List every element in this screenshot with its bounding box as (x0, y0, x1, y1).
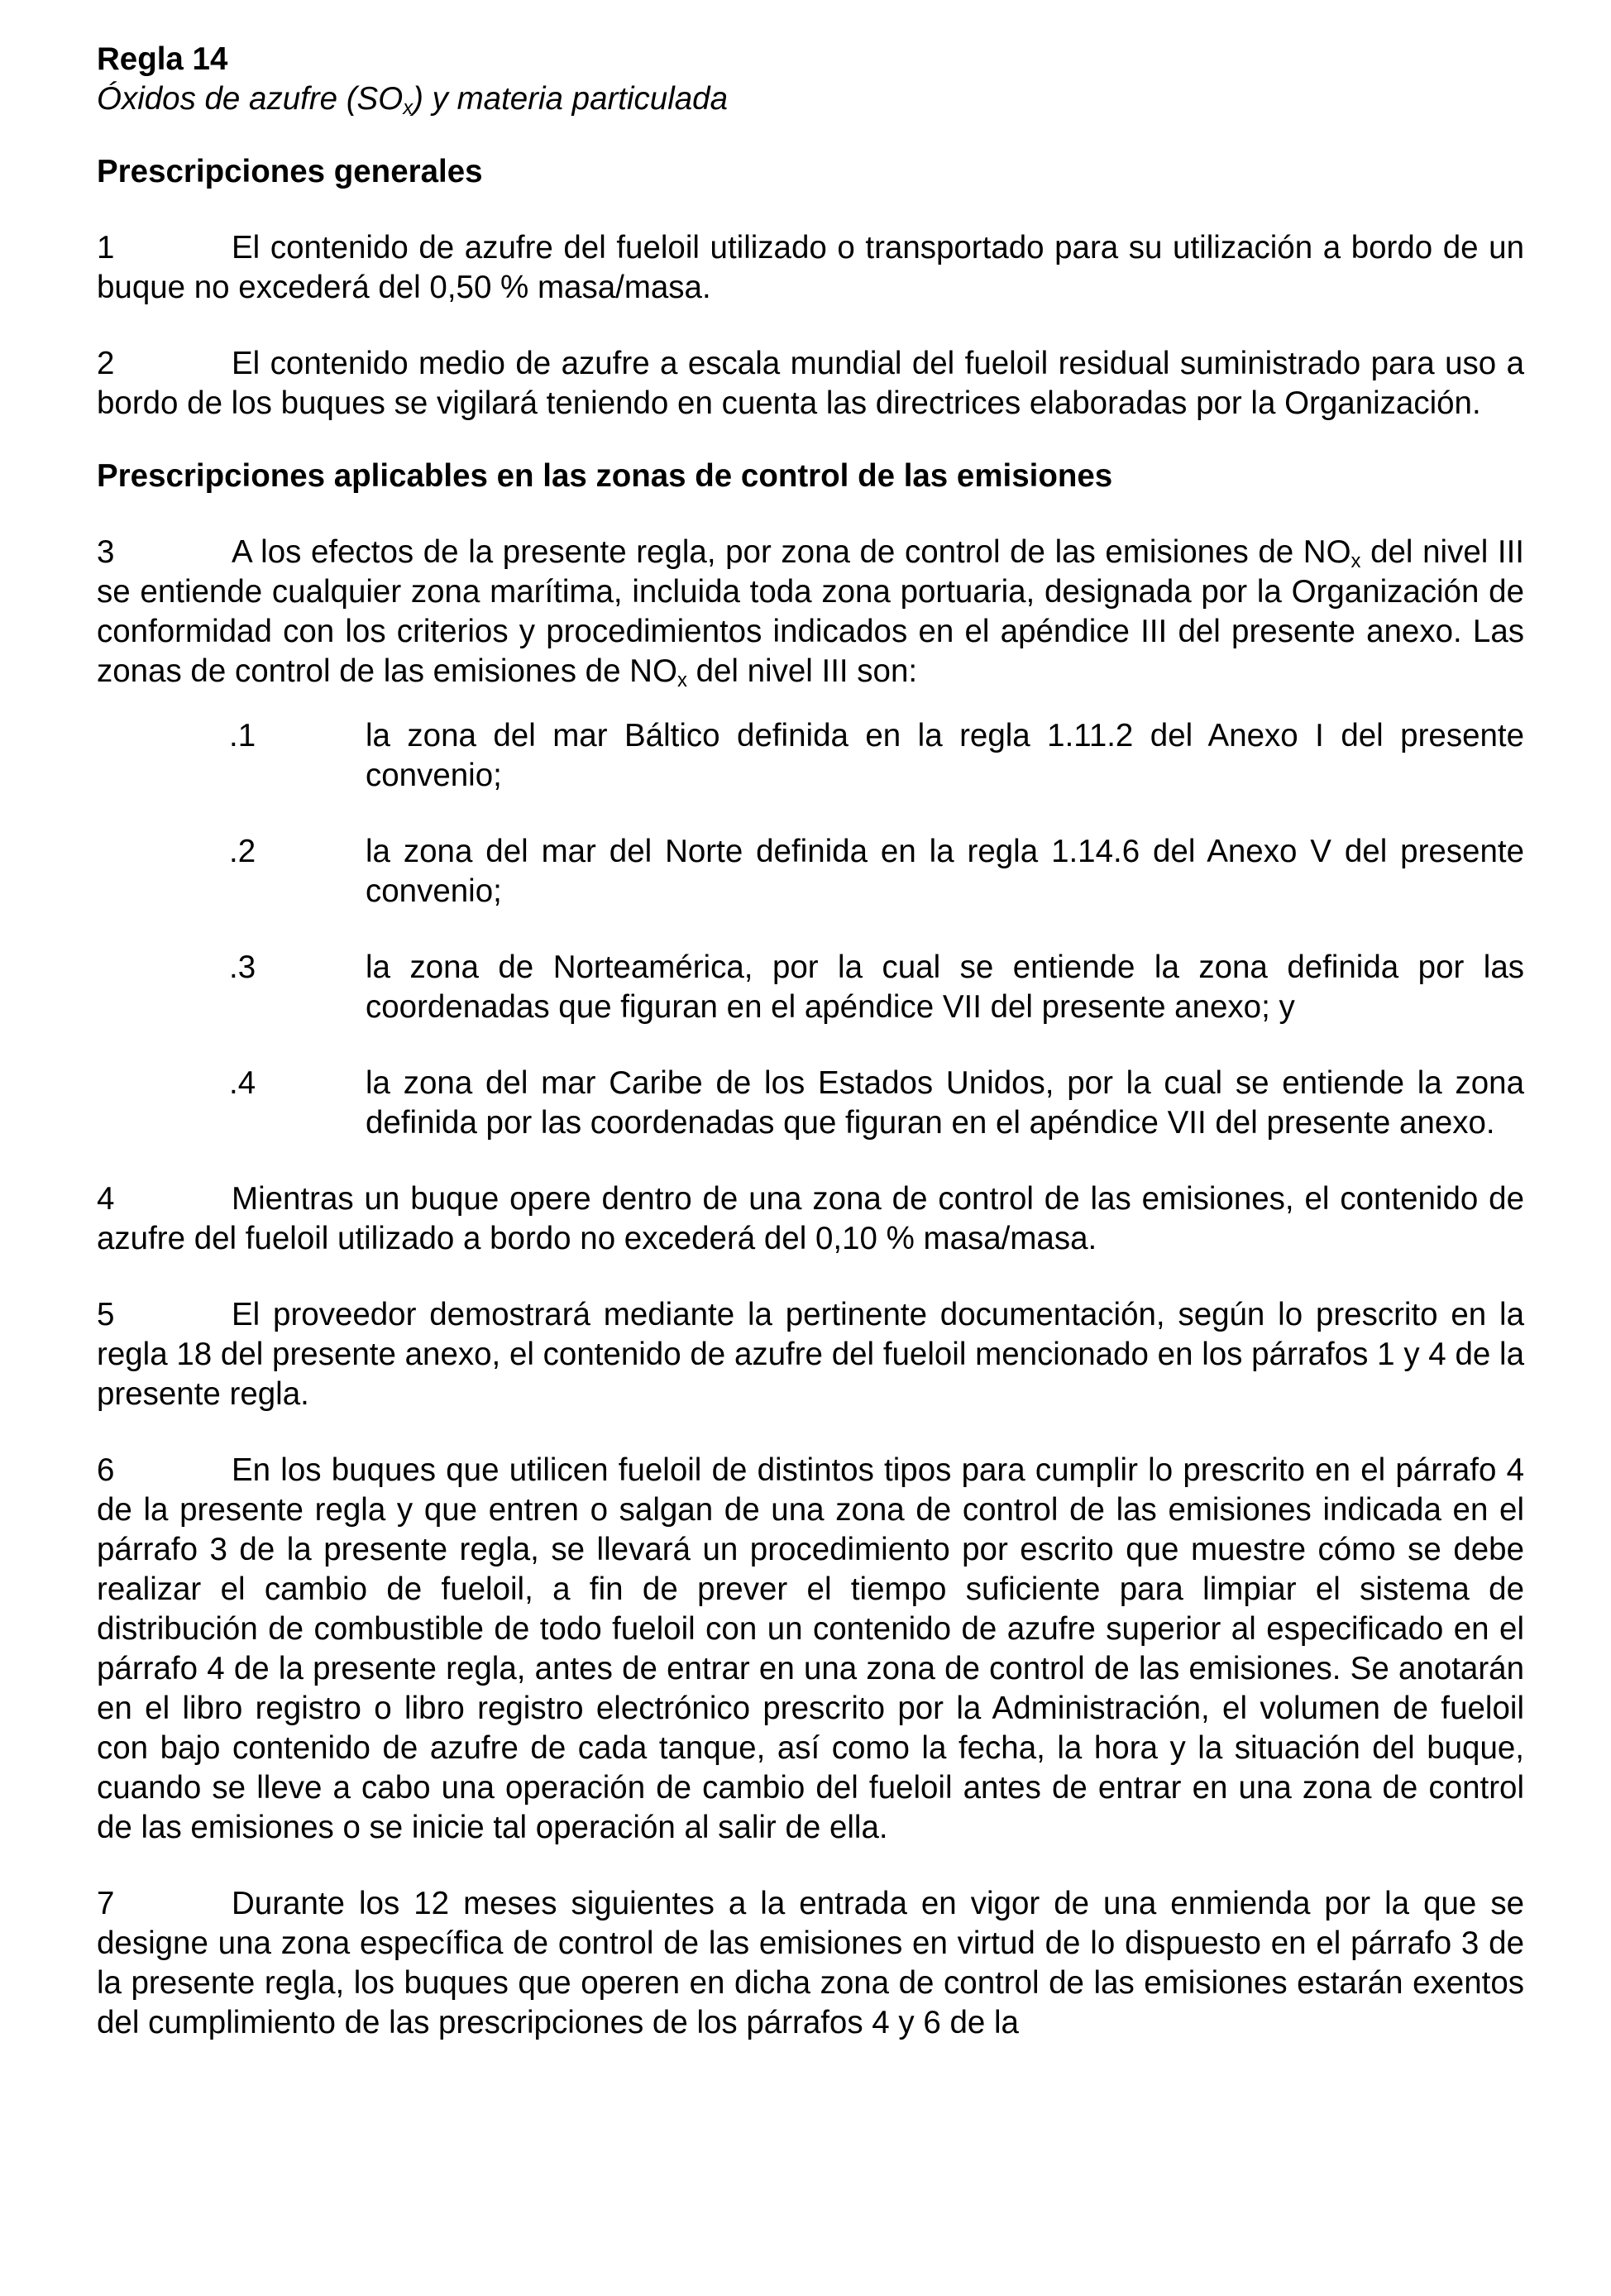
paragraph-text-part: A los efectos de la presente regla, por zona de control de las emisiones de NO (232, 534, 1351, 570)
paragraph-3 (97, 533, 1524, 691)
subitem-label: .4 (229, 1065, 256, 1101)
paragraph-text: El contenido de azufre del fueloil utilizado o transportado para su utilización a bordo de un buque no excederá del 0,50 % masa/masa. (97, 230, 1524, 305)
subitem-3 (97, 948, 1524, 1027)
subitem-2 (97, 832, 1524, 911)
section-heading-emission-control: Prescripciones aplicables en las zonas de control de las emisiones (97, 458, 1113, 494)
section-heading-general: Prescripciones generales (97, 154, 483, 189)
subtitle-text-end: ) y materia particulada (413, 81, 729, 117)
paragraph-7 (97, 1884, 1524, 2043)
regulation-title: Regla 14 (97, 41, 228, 77)
paragraph-number: 7 (97, 1886, 115, 1921)
paragraph-number: 3 (97, 534, 115, 570)
subitem-1 (97, 716, 1524, 796)
paragraph-1 (97, 228, 1524, 308)
paragraph-text: En los buques que utilicen fueloil de distintos tipos para cumplir lo prescrito en el párrafo 4 de la presente regla y que entren o salgan de una zona de control de las emisiones indicada en el párrafo 3 de la presente regla, se llevará un procedimiento por escrito que muestre cómo se debe realizar el cambio de fueloil, a fin de prever el tiempo suficiente para limpiar el sistema de distribución de combustible de todo fueloil con un contenido de azufre superior al especificado en el párrafo 4 de la presente regla, antes de entrar en una zona de control de las emisiones. Se anotarán en el libro registro o libro registro electrónico prescrito por la Administración, el volumen de fueloil con bajo contenido de azufre de cada tanque, así como la fecha, la hora y la situación del buque, cuando se lleve a cabo una operación de cambio del fueloil antes de entrar en una zona de control de las emisiones o se inicie tal operación al salir de ella. (97, 1452, 1524, 1845)
subitem-text: la zona del mar Báltico definida en la regla 1.11.2 del Anexo I del presente convenio; (366, 718, 1524, 793)
subitem-4 (97, 1064, 1524, 1143)
paragraph-text: El proveedor demostrará mediante la pertinente documentación, según lo prescrito en la regla 18 del presente anexo, el contenido de azufre del fueloil mencionado en los párrafos 1 y 4 de la presente regla. (97, 1297, 1524, 1412)
paragraph-5 (97, 1295, 1524, 1414)
document-page (97, 40, 1524, 2043)
paragraph-number: 6 (97, 1452, 115, 1488)
paragraph-text: Durante los 12 meses siguientes a la entrada en vigor de una enmienda por la que se designe una zona específica de control de las emisiones en virtud de lo dispuesto en el párrafo 3 de la presente regla, los buques que operen en dicha zona de control de las emisiones estarán exentos del cumplimiento de las prescripciones de los párrafos 4 y 6 de la (97, 1886, 1524, 2040)
paragraph-text-part: del nivel III son: (686, 653, 918, 689)
subitem-label: .2 (229, 834, 256, 869)
subitem-label: .1 (229, 718, 256, 753)
paragraph-number: 5 (97, 1297, 115, 1332)
subtitle-subscript: x (403, 96, 414, 119)
paragraph-text: El contenido medio de azufre a escala mundial del fueloil residual suministrado para uso a bordo de los buques se vigilará teniendo en cuenta las directrices elaboradas por la Organización. (97, 346, 1524, 421)
paragraph-4 (97, 1179, 1524, 1259)
paragraph-number: 4 (97, 1181, 115, 1217)
subitem-text: la zona del mar del Norte definida en la regla 1.14.6 del Anexo V del presente convenio; (366, 834, 1524, 909)
nox-subscript: x (676, 668, 687, 691)
paragraph-2 (97, 344, 1524, 423)
regulation-subtitle (97, 79, 1524, 119)
paragraph-text-part: del nivel III se entiende cualquier zona marítima, incluida toda zona portuaria, designada por la Organización de conformidad con los criterios y procedimientos indicados en el apéndice III del presente anexo. Las zonas de control de las emisiones de NO (97, 534, 1524, 689)
subtitle-text-start: Óxidos de azufre (SO (97, 81, 404, 117)
nox-subscript: x (1350, 549, 1361, 572)
subitem-text: la zona del mar Caribe de los Estados Unidos, por la cual se entiende la zona definida por las coordenadas que figuran en el apéndice VII del presente anexo. (366, 1065, 1524, 1141)
paragraph-number: 2 (97, 346, 115, 381)
paragraph-text: Mientras un buque opere dentro de una zona de control de las emisiones, el contenido de azufre del fueloil utilizado a bordo no excederá del 0,10 % masa/masa. (97, 1181, 1524, 1256)
paragraph-6 (97, 1451, 1524, 1848)
subitem-text: la zona de Norteamérica, por la cual se entiende la zona definida por las coordenadas que figuran en el apéndice VII del presente anexo; y (366, 949, 1524, 1025)
paragraph-number: 1 (97, 230, 115, 265)
subitem-label: .3 (229, 949, 256, 985)
